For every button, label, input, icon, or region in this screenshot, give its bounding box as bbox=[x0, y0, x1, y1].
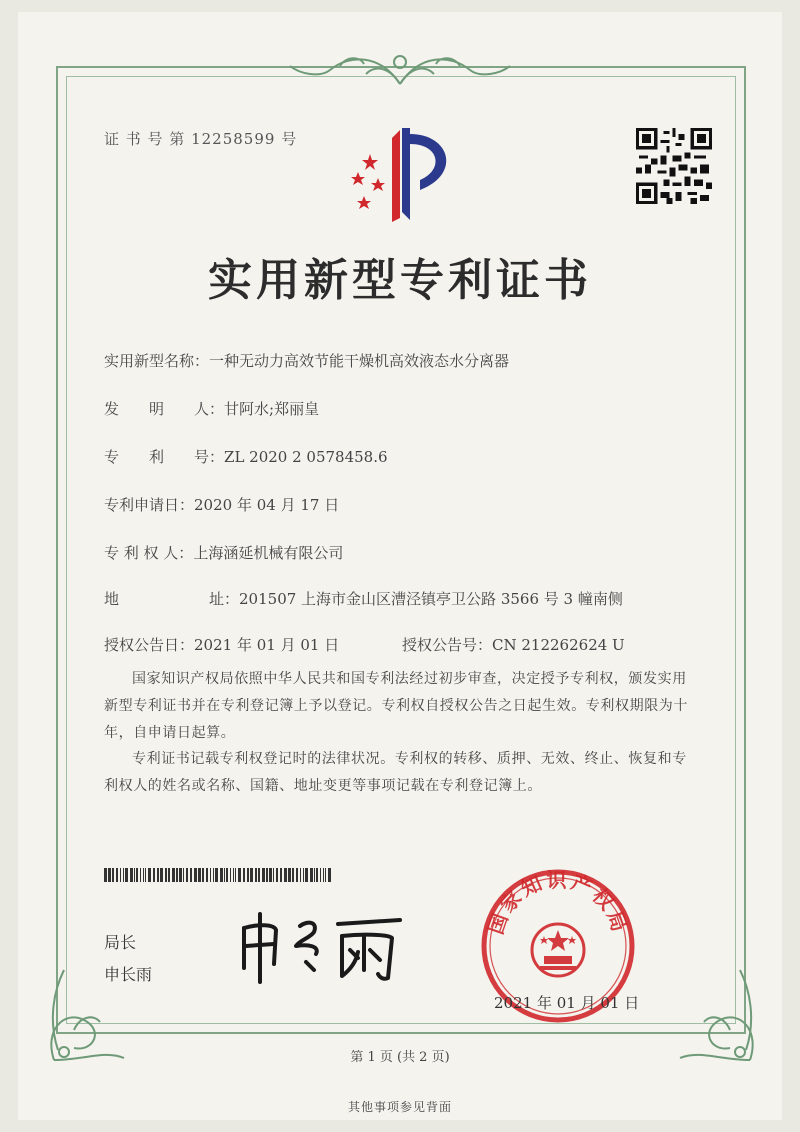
footer-note: 其他事项参见背面 bbox=[347, 1100, 452, 1114]
utility-model-name-value: 一种无动力高效节能干燥机高效液态水分离器 bbox=[209, 352, 510, 370]
utility-model-name-label: 实用新型名称： bbox=[104, 352, 210, 370]
patentee-label: 专 利 权 人： bbox=[104, 544, 194, 562]
utility-model-name-row bbox=[104, 350, 509, 371]
inventor-value: 甘阿水;郑丽皇 bbox=[224, 400, 320, 418]
grant-date-label: 授权公告日： bbox=[104, 636, 195, 654]
cnipa-logo bbox=[340, 124, 462, 224]
filing-date-label: 专利申请日： bbox=[104, 496, 195, 514]
page-number: 第 1 页 (共 2 页) bbox=[350, 1050, 450, 1065]
grant-number-label: 授权公告号： bbox=[402, 636, 493, 654]
patentee-row bbox=[104, 542, 343, 563]
inventor-label: 发 明 人： bbox=[104, 400, 225, 418]
patent-number-value: ZL 2020 2 0578458.6 bbox=[224, 448, 388, 466]
address-row bbox=[104, 588, 623, 609]
seal-text: 国家知识产权局 bbox=[483, 868, 633, 938]
certificate-number: 证 书 号 第 12258599 号 bbox=[104, 130, 298, 148]
address-label: 地 址： bbox=[104, 590, 240, 608]
inventor-row bbox=[104, 398, 319, 419]
grant-number-value: CN 212262624 U bbox=[492, 636, 625, 654]
grant-date-value: 2021 年 01 月 01 日 bbox=[194, 636, 340, 654]
filing-date-row bbox=[104, 494, 339, 515]
address-value: 201507 上海市金山区漕泾镇亭卫公路 3566 号 3 幢南侧 bbox=[239, 590, 623, 608]
top-ornament bbox=[280, 44, 520, 88]
patent-number-label: 专 利 号： bbox=[104, 448, 225, 466]
certificate-title: 实用新型专利证书 bbox=[208, 255, 592, 306]
seal-date: 2021 年 01 月 01 日 bbox=[494, 994, 640, 1012]
barcode bbox=[104, 868, 334, 882]
handwritten-signature bbox=[230, 906, 410, 986]
grant-date-row bbox=[104, 634, 339, 655]
legal-status-paragraph: 专利证书记载专利权登记时的法律状况。专利权的转移、质押、无效、终止、恢复和专利权人的姓名或名称、国籍、地址变更等事项记载在专利登记簿上。 bbox=[104, 751, 687, 794]
signatory-name: 申长雨 bbox=[104, 965, 153, 984]
filing-date-value: 2020 年 04 月 17 日 bbox=[194, 496, 340, 514]
grant-statement-paragraph: 国家知识产权局依照中华人民共和国专利法经过初步审查，决定授予专利权，颁发实用新型专利证书并在专利登记簿上予以登记。专利权自授权公告之日起生效。专利权期限为十年，自申请日起算。 bbox=[104, 671, 688, 741]
qr-code bbox=[636, 128, 712, 204]
signatory-title: 局长 bbox=[104, 933, 137, 952]
patentee-value: 上海涵延机械有限公司 bbox=[193, 544, 344, 562]
svg-text:国家知识产权局 bbox=[483, 868, 632, 937]
grant-number-row bbox=[402, 634, 625, 655]
patent-number-row bbox=[104, 446, 388, 467]
